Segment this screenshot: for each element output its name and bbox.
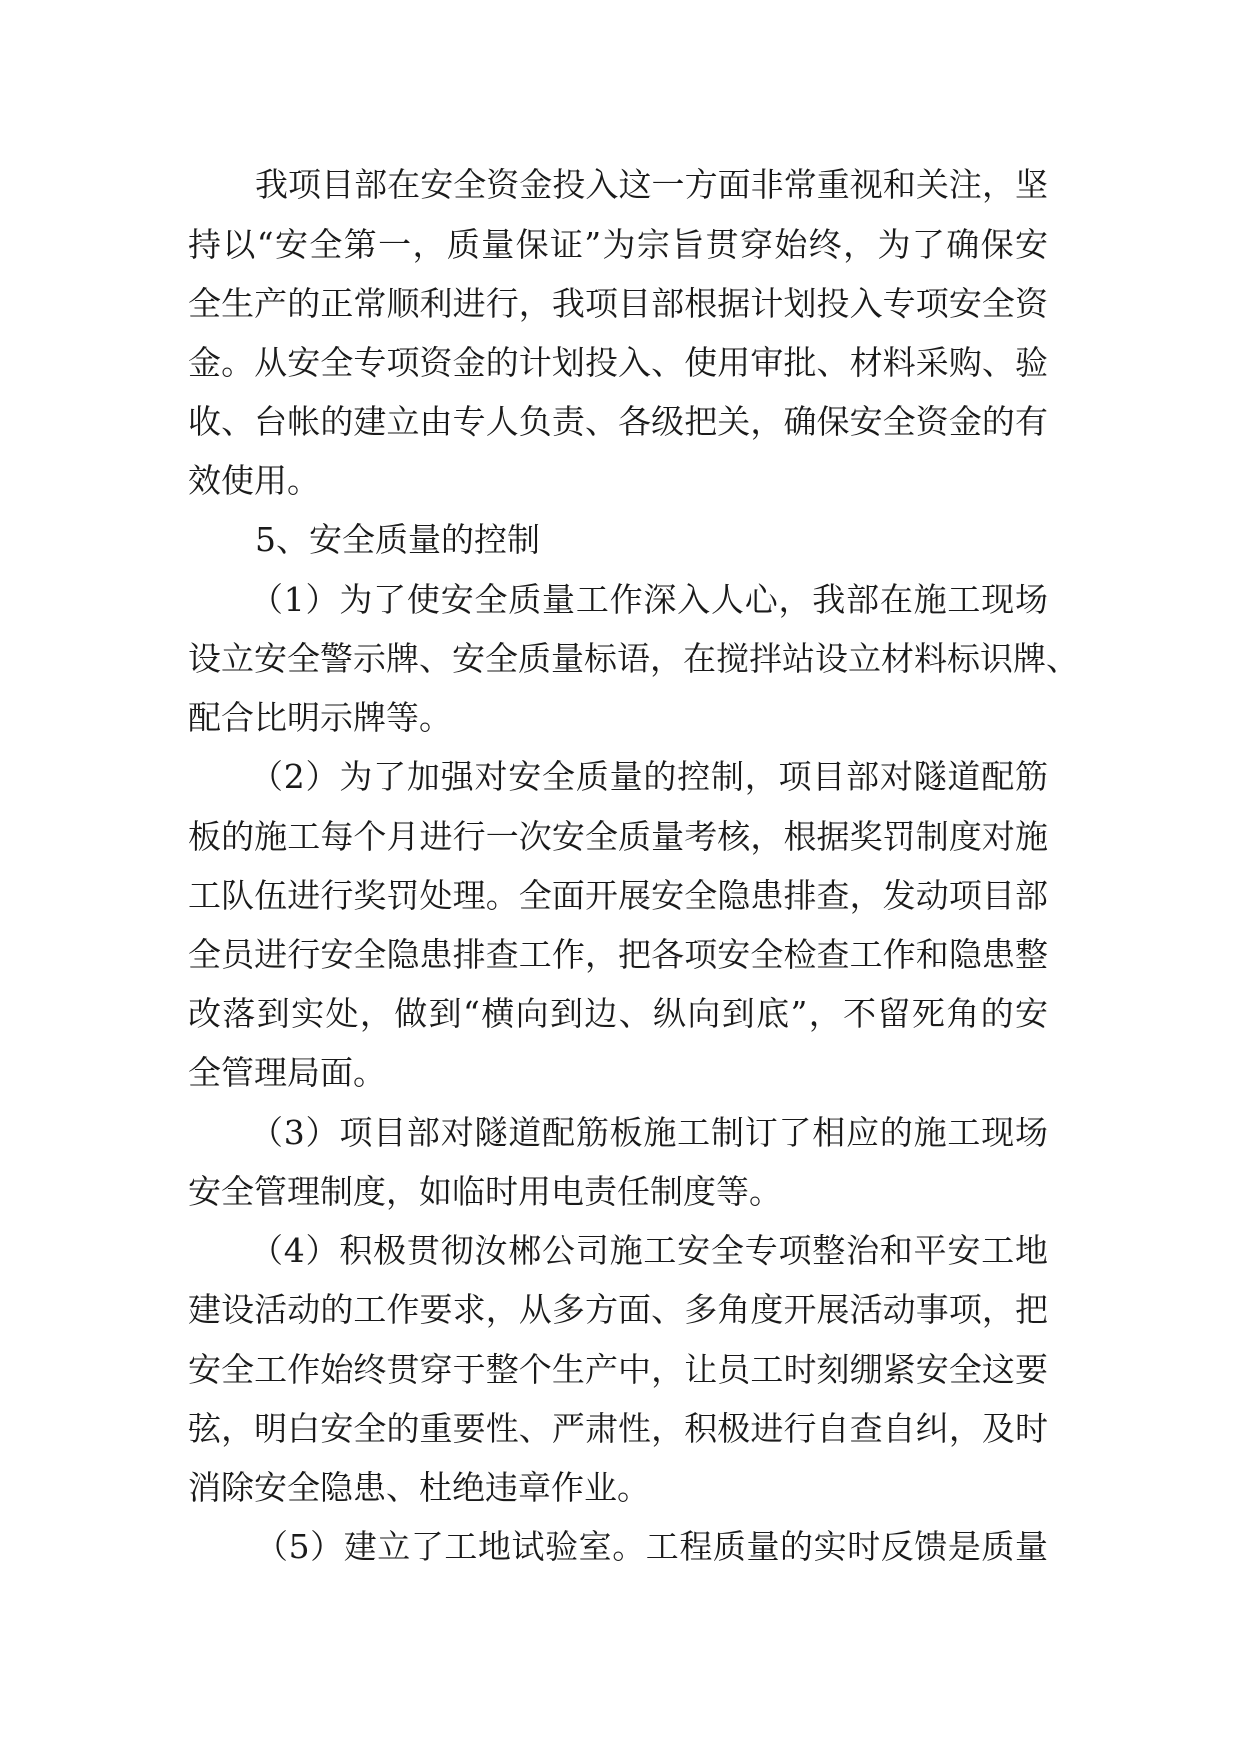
- paragraph-line: 金。从安全专项资金的计划投入、使用审批、材料采购、验: [188, 343, 1048, 382]
- paragraph-line: 消除安全隐患、杜绝违章作业。: [188, 1468, 650, 1507]
- paragraph-line: 安全管理制度，如临时用电责任制度等。: [188, 1172, 782, 1211]
- paragraph-line: 建设活动的工作要求，从多方面、多角度开展活动事项，把: [188, 1290, 1048, 1329]
- paragraph-line: （5）建立了工地试验室。工程质量的实时反馈是质量: [255, 1527, 1048, 1566]
- paragraph-line: 我项目部在安全资金投入这一方面非常重视和关注，坚: [255, 165, 1048, 204]
- paragraph-line: 设立安全警示牌、安全质量标语，在搅拌站设立材料标识牌、: [188, 639, 1079, 678]
- paragraph-line: （4）积极贯彻汝郴公司施工安全专项整治和平安工地: [250, 1231, 1048, 1270]
- paragraph-line: 效使用。: [188, 461, 320, 500]
- paragraph-line: （1）为了使安全质量工作深入人心，我部在施工现场: [250, 580, 1048, 619]
- paragraph-line: 持以“安全第一，质量保证”为宗旨贯穿始终，为了确保安: [188, 225, 1048, 264]
- paragraph-line: 工队伍进行奖罚处理。全面开展安全隐患排查，发动项目部: [188, 876, 1048, 915]
- paragraph-line: 安全工作始终贯穿于整个生产中，让员工时刻绷紧安全这要: [188, 1350, 1048, 1389]
- paragraph-line: 配合比明示牌等。: [188, 698, 452, 737]
- paragraph-line: 收、台帐的建立由专人负责、各级把关，确保安全资金的有: [188, 402, 1048, 441]
- paragraph-line: 全管理局面。: [188, 1053, 386, 1092]
- paragraph-line: （2）为了加强对安全质量的控制，项目部对隧道配筋: [250, 757, 1048, 796]
- paragraph-line: （3）项目部对隧道配筋板施工制订了相应的施工现场: [250, 1113, 1048, 1152]
- section-heading: 5、安全质量的控制: [255, 520, 540, 559]
- paragraph-line: 改落到实处，做到“横向到边、纵向到底”，不留死角的安: [188, 994, 1048, 1033]
- paragraph-line: 全员进行安全隐患排查工作，把各项安全检查工作和隐患整: [188, 935, 1048, 974]
- paragraph-line: 板的施工每个月进行一次安全质量考核，根据奖罚制度对施: [188, 817, 1048, 856]
- paragraph-line: 弦，明白安全的重要性、严肃性，积极进行自查自纠，及时: [188, 1409, 1048, 1448]
- paragraph-line: 全生产的正常顺利进行，我项目部根据计划投入专项安全资: [188, 284, 1048, 323]
